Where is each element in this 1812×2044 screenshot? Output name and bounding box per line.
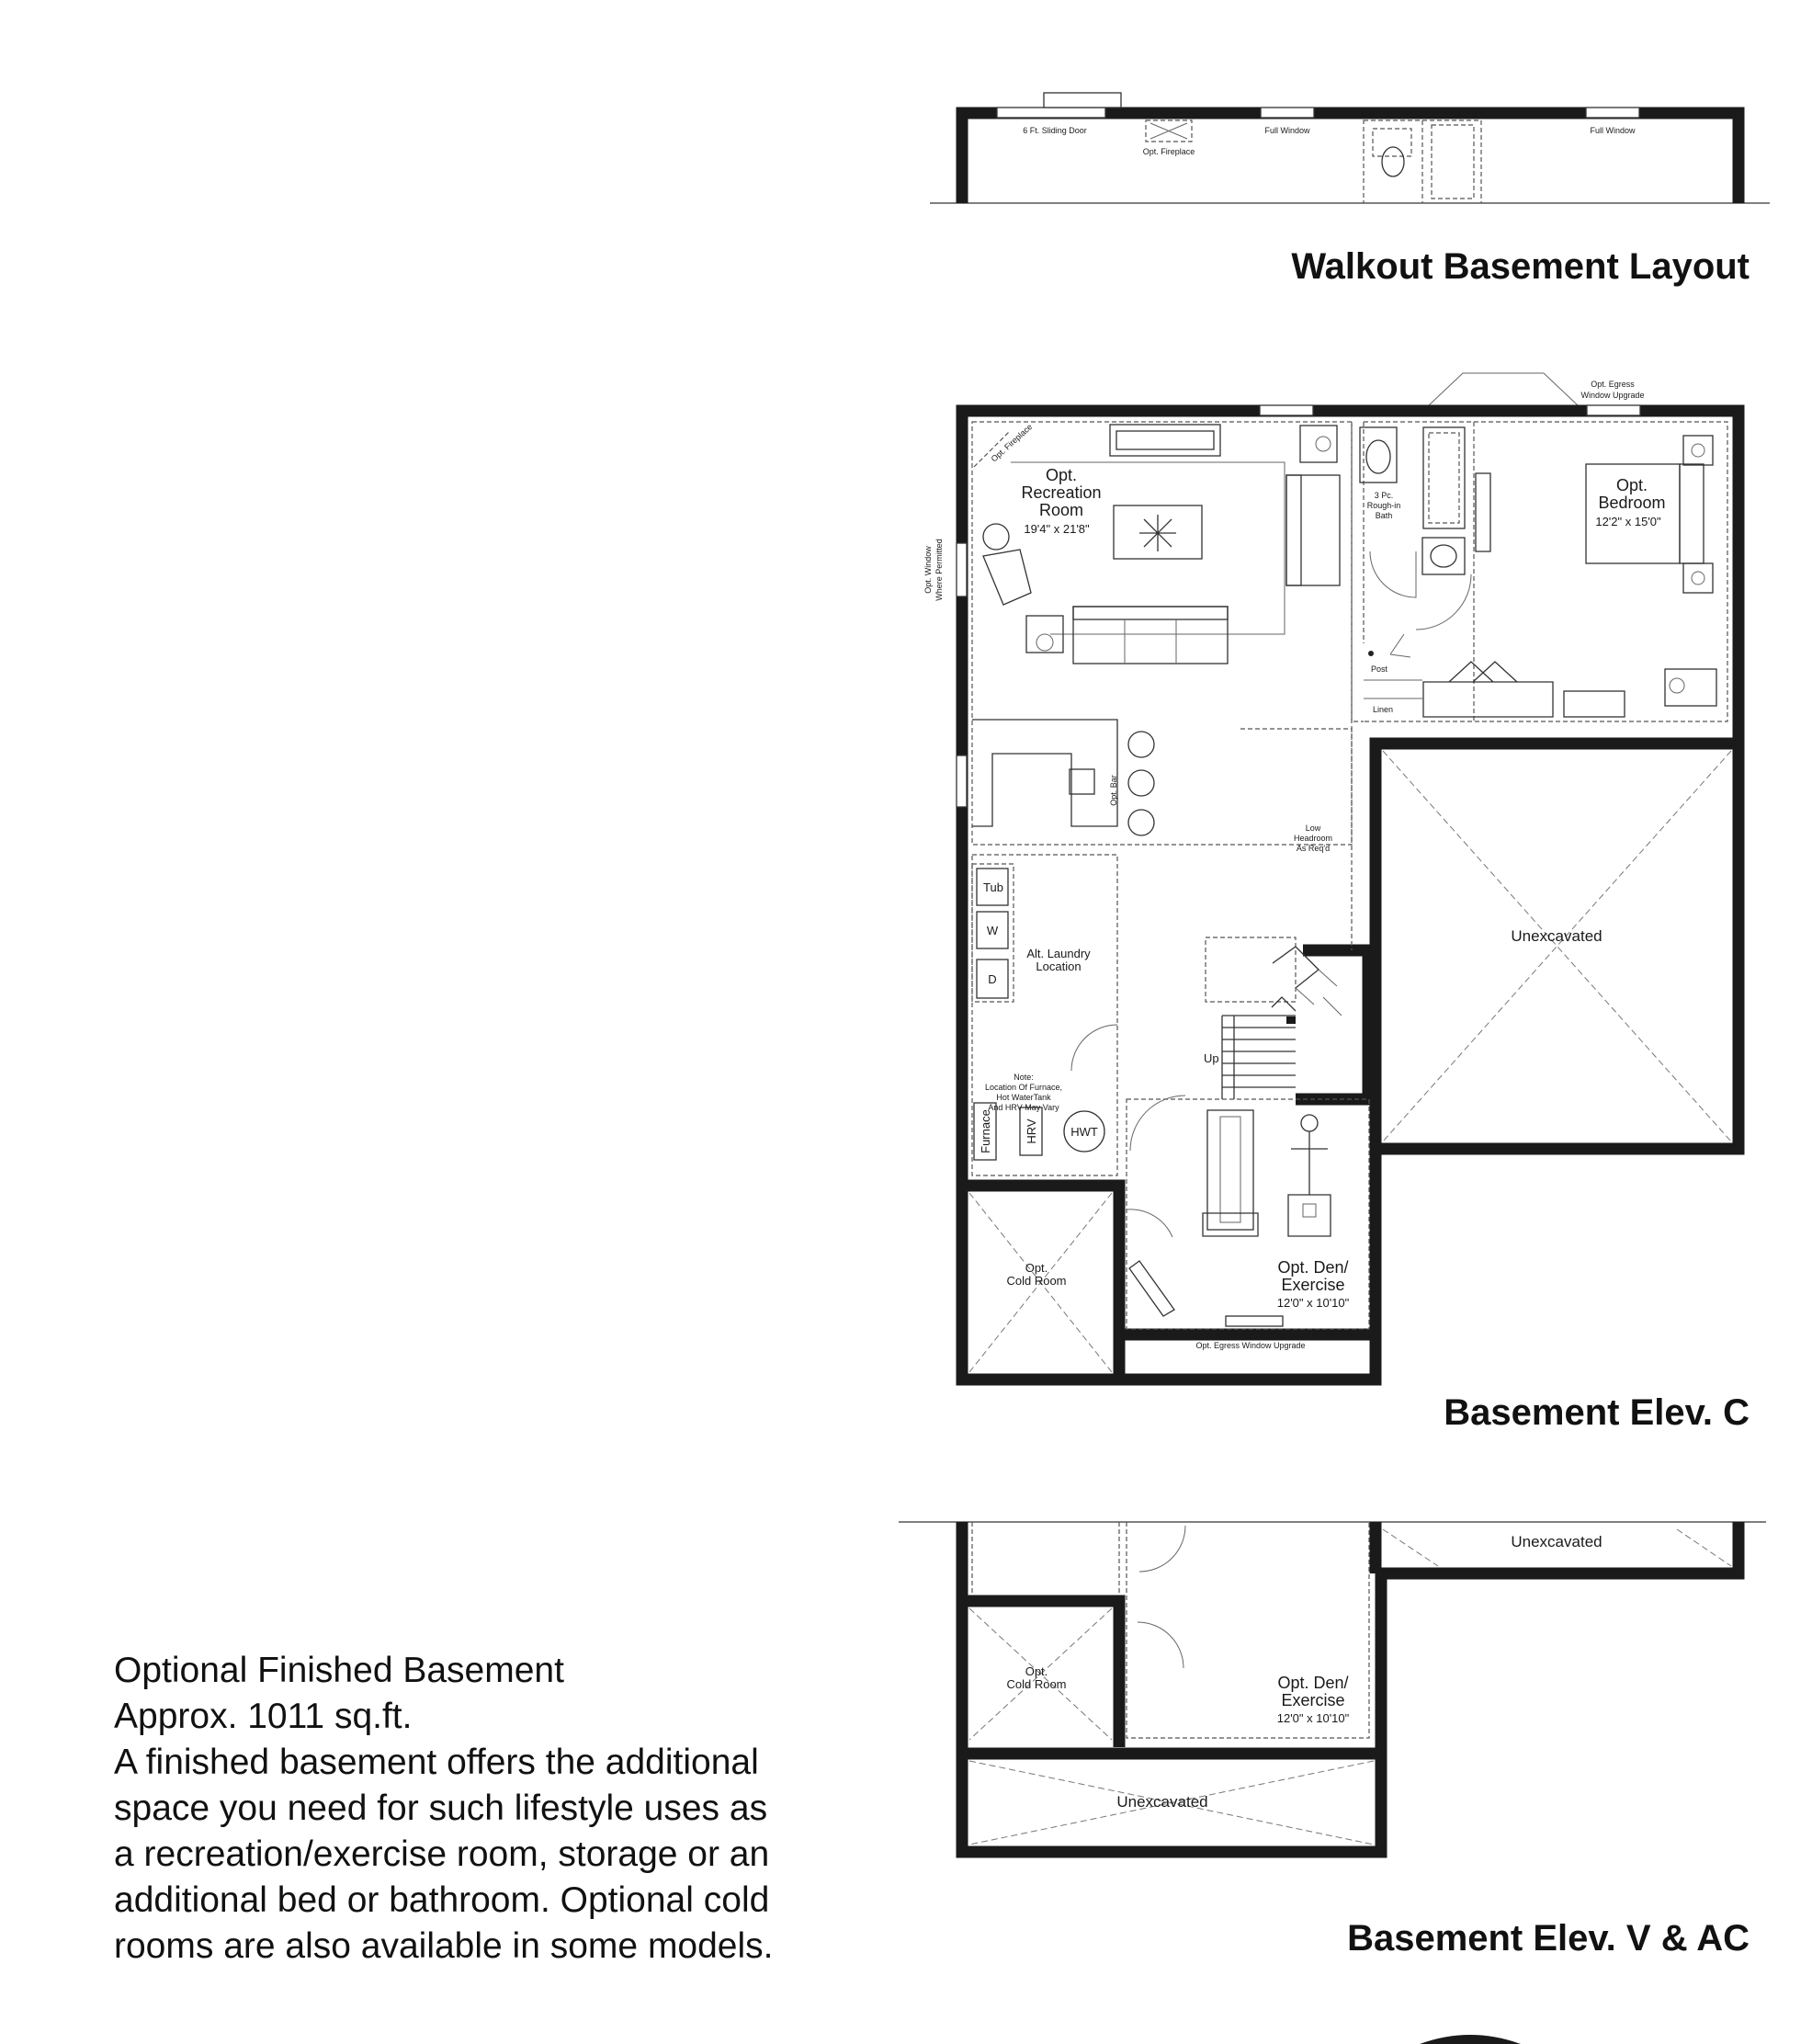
elev-v-den-dimensions: 12'0" x 10'10"	[1276, 1711, 1350, 1725]
den-egress-window	[1226, 1316, 1283, 1326]
elev-v-door-swing-1	[1139, 1526, 1185, 1572]
bath-label-3: Bath	[1375, 511, 1393, 520]
rec-room-label-3: Room	[1038, 501, 1084, 519]
walkout-fireplace-icon	[1146, 120, 1192, 142]
description-line: rooms are also available in some models.	[114, 1926, 774, 1966]
bedroom-outline	[1364, 422, 1727, 721]
rec-fireplace-label: Opt. Fireplace	[989, 422, 1035, 464]
elev-v-unexcavated-top-label: Unexcavated	[1511, 1533, 1602, 1550]
walkout-plan	[930, 93, 1770, 203]
bath-wall	[1352, 422, 1364, 721]
furnace-label: Furnace	[979, 1109, 992, 1153]
elev-v-cold-label-1: Opt.	[1025, 1664, 1048, 1678]
stair-up-label: Up	[1204, 1051, 1219, 1065]
sliding-door-label: 6 Ft. Sliding Door	[1023, 126, 1087, 135]
elev-v-den-label-1: Opt. Den/	[1277, 1674, 1349, 1692]
low-headroom-label-3: As Req'd	[1296, 844, 1331, 853]
den-label-2: Exercise	[1281, 1276, 1345, 1294]
walkout-fireplace-label: Opt. Fireplace	[1142, 147, 1195, 156]
mech-note-3: Hot WaterTank	[996, 1093, 1051, 1102]
bar-label: Opt. Bar	[1109, 775, 1118, 806]
bathroom-fixtures	[1360, 427, 1490, 630]
egress-top-label-2: Window Upgrade	[1580, 391, 1645, 400]
tub-label: Tub	[983, 880, 1003, 894]
linen-label: Linen	[1373, 705, 1394, 714]
description-line: A finished basement offers the additional	[114, 1743, 759, 1782]
description-line: space you need for such lifestyle uses as	[114, 1788, 768, 1828]
full-window-symbol	[1261, 108, 1314, 118]
sliding-door-symbol	[997, 108, 1105, 118]
den-dimensions: 12'0" x 10'10"	[1276, 1296, 1350, 1310]
laundry-label-2: Location	[1036, 960, 1082, 973]
walkout-bath-fixtures	[1364, 120, 1481, 203]
description-area: Approx. 1011 sq.ft.	[114, 1697, 413, 1736]
elev-v-ac-plan	[899, 1522, 1766, 1852]
bath-outline	[1364, 422, 1474, 721]
hwt-label: HWT	[1070, 1125, 1098, 1139]
mech-note-1: Note:	[1014, 1073, 1034, 1082]
bath-label-2: Rough-in	[1366, 501, 1401, 510]
description-title: Optional Finished Basement	[114, 1651, 564, 1690]
den-label-1: Opt. Den/	[1277, 1258, 1349, 1277]
egress-bottom-label: Opt. Egress Window Upgrade	[1195, 1341, 1306, 1350]
side-window-label-2: Where Permitted	[934, 539, 944, 601]
elev-v-ac-heading: Basement Elev. V & AC	[1347, 1918, 1750, 1959]
door-threshold	[1044, 93, 1121, 108]
bedroom-label-1: Opt.	[1615, 476, 1648, 494]
description-line: a recreation/exercise room, storage or an	[114, 1834, 770, 1874]
post-label: Post	[1371, 664, 1388, 674]
rec-room-label-2: Recreation	[1021, 483, 1102, 502]
low-headroom-label-1: Low	[1305, 823, 1321, 833]
bedroom-furniture	[1364, 436, 1716, 717]
description-line: additional bed or bathroom. Optional cold	[114, 1880, 770, 1920]
elev-v-cold-label-2: Cold Room	[1006, 1677, 1067, 1691]
side-window-optional	[957, 543, 967, 596]
walkout-heading: Walkout Basement Layout	[1291, 246, 1750, 287]
bay-window-outline	[1429, 373, 1578, 405]
rec-room-label-1: Opt.	[1045, 466, 1078, 484]
cold-room-label-1: Opt.	[1025, 1261, 1048, 1275]
bedroom-dimensions: 12'2" x 15'0"	[1595, 515, 1661, 528]
elev-c-plan	[923, 373, 1738, 1380]
mech-note-4: And HRV May Vary	[988, 1103, 1059, 1112]
egress-top-label-1: Opt. Egress	[1591, 380, 1635, 389]
full-window-symbol-2	[1586, 108, 1639, 118]
bath-label-1: 3 Pc.	[1374, 491, 1394, 500]
elev-v-unexcavated-bottom-label: Unexcavated	[1116, 1793, 1208, 1811]
laundry-label-1: Alt. Laundry	[1026, 947, 1091, 960]
mech-note-2: Location Of Furnace,	[984, 1083, 1063, 1092]
full-window-label-1: Full Window	[1264, 126, 1310, 135]
staircase	[1206, 937, 1342, 1099]
cold-room-label-2: Cold Room	[1006, 1274, 1067, 1288]
elev-v-den-label-2: Exercise	[1281, 1691, 1345, 1709]
rec-room-window	[1260, 405, 1313, 415]
unexcavated-label: Unexcavated	[1511, 927, 1602, 945]
bar-counter	[972, 720, 1154, 835]
hrv-label: HRV	[1025, 1119, 1038, 1144]
logo-arc	[1420, 2035, 1521, 2044]
elev-v-exterior-walls	[962, 1522, 1738, 1852]
unexcavated-cross	[1383, 751, 1731, 1141]
dryer-label: D	[988, 972, 997, 986]
low-headroom-label-2: Headroom	[1293, 834, 1333, 843]
stair-core-walls	[1296, 950, 1368, 1099]
side-window-label-1: Opt. Window	[923, 546, 933, 594]
elev-v-door-swing-2	[1138, 1622, 1183, 1668]
basement-description	[114, 1648, 867, 1970]
elev-c-heading: Basement Elev. C	[1444, 1392, 1750, 1433]
bedroom-egress-window	[1587, 405, 1640, 415]
washer-label: W	[986, 924, 999, 937]
bedroom-label-2: Bedroom	[1598, 494, 1666, 512]
rec-room-dimensions: 19'4" x 21'8"	[1024, 522, 1090, 536]
bar-window	[957, 755, 967, 807]
full-window-label-2: Full Window	[1590, 126, 1636, 135]
